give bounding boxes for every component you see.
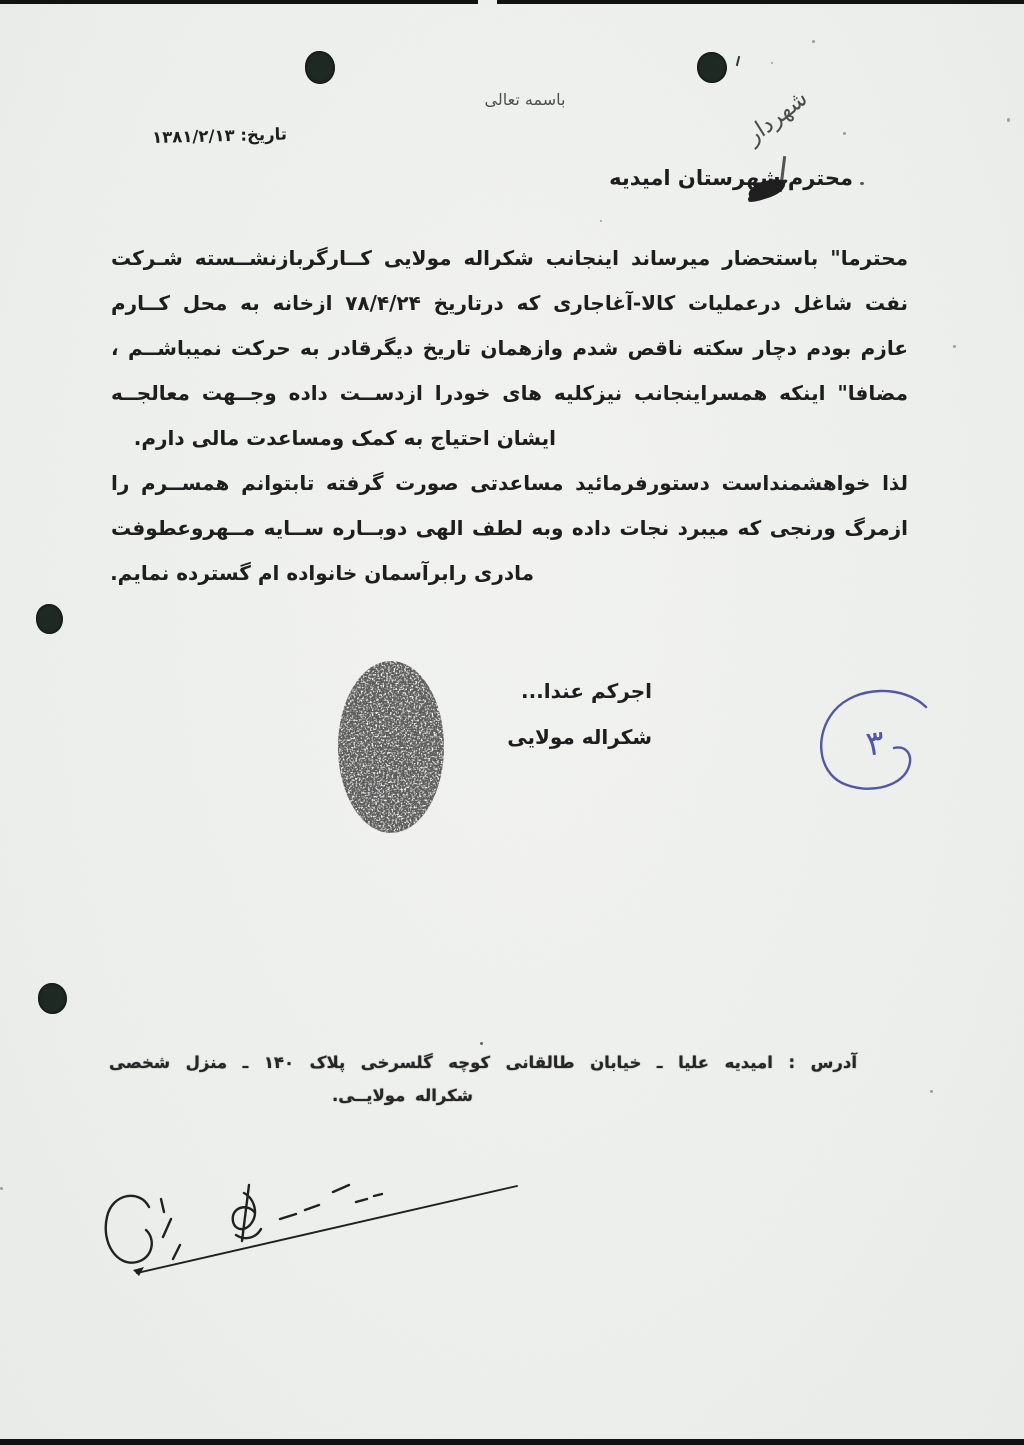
recipient-line: محترم شهرستان امیدیه xyxy=(609,166,853,190)
closing-prayer: اجرکم عندا... xyxy=(520,679,652,703)
scan-edge-top-right xyxy=(497,0,1024,4)
address-block xyxy=(109,1053,857,1116)
speck xyxy=(600,220,602,222)
signature-tick-3 xyxy=(173,1245,180,1259)
signature-dash-1 xyxy=(280,1214,296,1219)
address-label: آدرس : xyxy=(788,1053,857,1072)
date-label: تاریخ: xyxy=(240,124,288,145)
body-line-7: ازمرگ ورنجی که میبرد نجات داده وبه لطف الهی دوبــاره ســایه مــهروعطوفت xyxy=(111,516,908,540)
address-line-1 xyxy=(109,1053,857,1086)
body-line-8: مادری رابرآسمان خانواده ام گسترده نمایم. xyxy=(110,561,534,585)
body-line-5: ایشان احتیاج به کمک ومساعدت مالی دارم. xyxy=(133,426,556,450)
signature-dash-4 xyxy=(356,1199,367,1202)
punch-hole-left-middle xyxy=(36,604,63,634)
speck xyxy=(953,345,956,348)
signature-tick-2 xyxy=(163,1219,171,1237)
signature-long-line xyxy=(137,1186,517,1273)
punch-hole-top-left xyxy=(305,51,335,84)
signature-dash-3 xyxy=(333,1185,349,1192)
body-line-2: نفت شاغل درعملیات کالا-آغاجاری که درتاریخ ۷۸/۴/۲۴ ازخانه به محل کــارم xyxy=(111,291,908,315)
body-line-1: محترما" باستحضار میرساند اینجانب شکراله مولایی کــارگربازنشــسته شـرکت xyxy=(111,246,908,270)
fingerprint-stamp xyxy=(334,658,452,840)
speck xyxy=(930,1090,933,1093)
scan-edge-top-left xyxy=(0,0,478,4)
punch-hole-left-lower xyxy=(38,983,67,1014)
speck xyxy=(843,132,846,135)
handwritten-addressee-note: شهردار xyxy=(742,84,812,150)
signature-dash-5 xyxy=(374,1194,382,1196)
speck xyxy=(0,1187,3,1190)
closing-block xyxy=(507,668,652,760)
pen-tick-mark xyxy=(736,56,740,66)
punch-hole-top-right xyxy=(697,52,727,83)
circled-number-annotation xyxy=(808,683,958,798)
speck xyxy=(860,182,864,185)
date-line xyxy=(97,125,287,149)
letter-body xyxy=(111,236,908,596)
address-line-2: شکراله مولایــی. xyxy=(332,1086,473,1105)
speck xyxy=(812,40,815,43)
signature-knot xyxy=(233,1185,261,1241)
speck xyxy=(1007,118,1010,122)
speck xyxy=(771,62,773,64)
besmele-heading: باسمه تعالی xyxy=(484,90,566,109)
body-line-6: لذا خواهشمنداست دستورفرمائید مساعدتی صورت گرفته تابتوانم همســرم را xyxy=(111,471,908,495)
signature-loop xyxy=(106,1196,152,1263)
body-line-3: عازم بودم دچار سکته ناقص شدم وازهمان تاریخ دیگرقادر به حرکت نمیباشــم ، xyxy=(111,336,908,360)
date-value: ۱۳۸۱/۲/۱۳ xyxy=(151,125,235,148)
signature-tick-1 xyxy=(161,1199,164,1212)
body-line-4: مضافا" اینکه همسراینجانب نیزکلیه های خودرا ازدســت داده وجــهت معالجــه xyxy=(111,381,908,405)
handwritten-signature xyxy=(92,1163,542,1293)
speck xyxy=(480,1042,483,1045)
address-text: امیدیه علیا ـ خیابان طالقانی کوچه گلسرخی پلاک ۱۴۰ ـ منزل شخصی xyxy=(109,1053,773,1072)
signature-dash-2 xyxy=(305,1205,319,1210)
signatory-name: شکراله مولایی xyxy=(507,725,652,749)
page-number-text: ۳ xyxy=(863,722,888,765)
scan-edge-bottom xyxy=(0,1439,1024,1445)
